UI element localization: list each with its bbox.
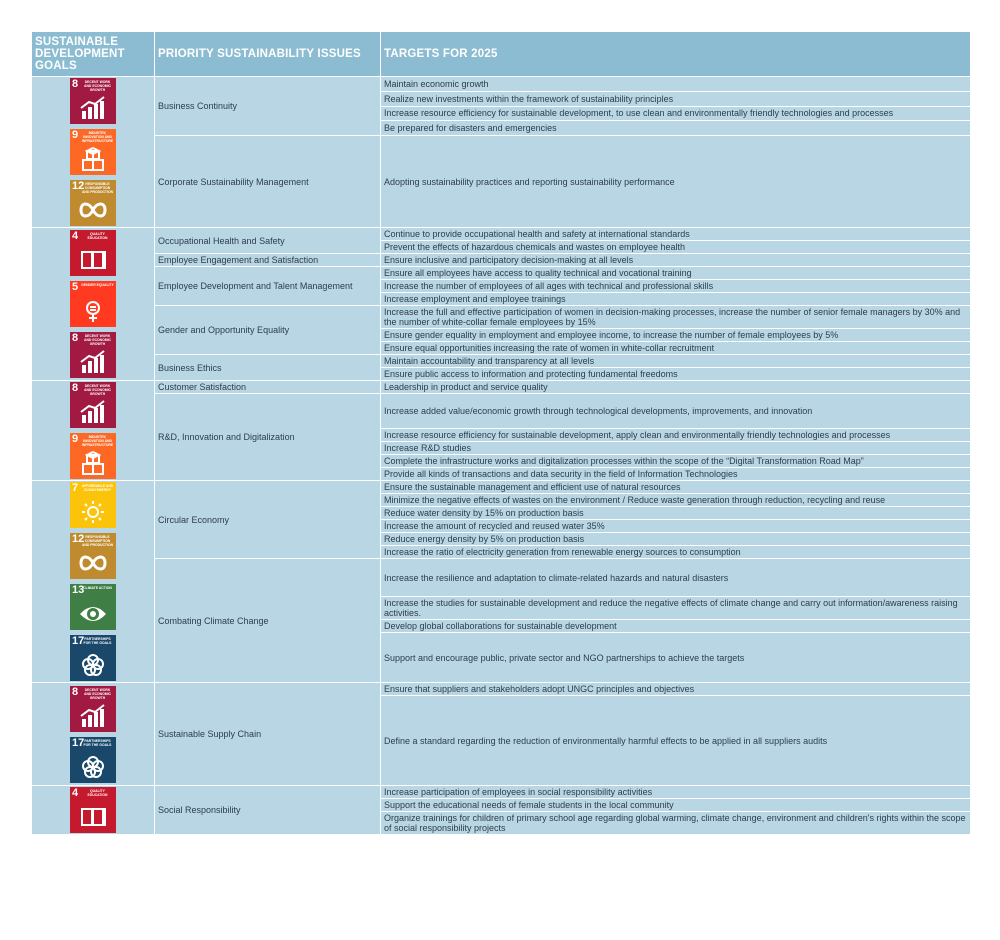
sdg-number: 4 <box>72 787 79 799</box>
target-item: Increase participation of employees in social responsibility activities <box>381 786 971 799</box>
table-row <box>32 306 971 329</box>
target-item: Ensure all employees have access to quality technical and vocational training <box>381 267 971 280</box>
target-item: Develop global collaborations for sustainable development <box>381 620 971 633</box>
target-item: Increase the studies for sustainable development and reduce the negative effects of climate change and carry out information/awareness raising activities. <box>381 597 971 620</box>
target-item: Increase R&D studies <box>381 442 971 455</box>
sdg-number: 8 <box>72 332 79 344</box>
priority-issue: Social Responsibility <box>155 786 381 835</box>
sdg-title: PARTNERSHIPS FOR THE GOALS <box>83 738 112 747</box>
sdg-goal-4-tile <box>70 787 116 833</box>
sdg-goal-8-tile <box>70 382 116 428</box>
priority-issue: Business Continuity <box>155 77 381 136</box>
target-item: Minimize the negative effects of wastes on the environment / Reduce waste generation through reduction, recycling and reuse <box>381 494 971 507</box>
sdg-goal-9-tile <box>70 433 116 479</box>
target-item: Organize trainings for children of primary school age regarding global warming, climate change, environment and children's rights within the scope of social responsibility projects <box>381 812 971 835</box>
target-item: Be prepared for disasters and emergencies <box>381 121 971 136</box>
sdg-title: RESPONSIBLE CONSUMPTION AND PRODUCTION <box>81 535 114 547</box>
table-row <box>32 77 971 92</box>
target-item: Ensure that suppliers and stakeholders adopt UNGC principles and objectives <box>381 683 971 696</box>
sdg-goal-17-tile <box>70 635 116 681</box>
sdg-icons-cell <box>32 381 155 481</box>
sdg-icons-cell <box>32 228 155 381</box>
table-row <box>32 228 971 241</box>
table-row <box>32 786 971 799</box>
target-item: Realize new investments within the framework of sustainability principles <box>381 91 971 106</box>
sdg-number: 8 <box>72 382 79 394</box>
target-item: Complete the infrastructure works and digitalization processes within the scope of the “Digital Transformation Road Map” <box>381 455 971 468</box>
growth-chart-icon <box>79 96 107 120</box>
flower-rings-icon <box>79 653 107 677</box>
sdg-goal-8-tile <box>70 686 116 732</box>
sdg-number: 8 <box>72 78 79 90</box>
infinity-icon <box>79 551 107 575</box>
flower-rings-icon <box>79 755 107 779</box>
sdg-number: 17 <box>72 736 85 749</box>
target-item: Provide all kinds of transactions and data security in the field of Information Technologies <box>381 468 971 481</box>
table-row <box>32 136 971 228</box>
target-item: Increase resource efficiency for sustainable development, to use clean and environmentally friendly technologies and processes <box>381 106 971 121</box>
sdg-number: 7 <box>72 482 79 494</box>
sdg-goal-8-tile <box>70 78 116 124</box>
sdg-number: 5 <box>72 281 79 293</box>
target-item: Maintain accountability and transparency at all levels <box>381 355 971 368</box>
target-item: Support the educational needs of female students in the local community <box>381 799 971 812</box>
target-item: Ensure equal opportunities increasing the rate of women in white-collar recruitment <box>381 342 971 355</box>
priority-issue: R&D, Innovation and Digitalization <box>155 394 381 481</box>
priority-issue: Employee Engagement and Satisfaction <box>155 254 381 267</box>
sdg-title: PARTNERSHIPS FOR THE GOALS <box>83 637 112 645</box>
sdg-title: GENDER EQUALITY <box>81 283 114 287</box>
table-row <box>32 381 971 394</box>
table-row <box>32 267 971 280</box>
target-item: Ensure public access to information and protecting fundamental freedoms <box>381 368 971 381</box>
sdg-goal-5-tile <box>70 281 116 327</box>
target-item: Increase the number of employees of all ages with technical and professional skills <box>381 280 971 293</box>
target-item: Increase resource efficiency for sustainable development, apply clean and environmentally friendly technologies and processes <box>381 429 971 442</box>
sdg-icons-cell <box>32 683 155 786</box>
priority-issue: Combating Climate Change <box>155 559 381 683</box>
sdg-goal-4-tile <box>70 230 116 276</box>
target-item: Ensure gender equality in employment and employee income, to increase the number of female employees by 5% <box>381 329 971 342</box>
sdg-number: 9 <box>72 433 79 445</box>
target-item: Reduce water density by 15% on production basis <box>381 507 971 520</box>
sun-icon <box>79 500 107 524</box>
target-item: Ensure the sustainable management and efficient use of natural resources <box>381 481 971 494</box>
header-goals: SUSTAINABLE DEVELOPMENT GOALS <box>32 32 155 77</box>
target-item: Increase the resilience and adaptation to climate-related hazards and natural disasters <box>381 559 971 597</box>
target-item: Reduce energy density by 5% on production basis <box>381 533 971 546</box>
table-row <box>32 355 971 368</box>
infinity-icon <box>79 198 107 222</box>
sdg-number: 12 <box>72 533 85 545</box>
table-row <box>32 254 971 267</box>
target-item: Prevent the effects of hazardous chemicals and wastes on employee health <box>381 241 971 254</box>
priority-issue: Customer Satisfaction <box>155 381 381 394</box>
target-item: Increase the full and effective participation of women in decision-making processes, increase the number of senior female managers by 30% and the number of white-collar female employees by 15% <box>381 306 971 329</box>
priority-issue: Sustainable Supply Chain <box>155 683 381 786</box>
sdg-title: AFFORDABLE AND CLEAN ENERGY <box>81 484 114 492</box>
target-item: Ensure inclusive and participatory decision-making at all levels <box>381 254 971 267</box>
sdg-icons-cell <box>32 481 155 683</box>
table-row <box>32 683 971 696</box>
priority-issue: Gender and Opportunity Equality <box>155 306 381 355</box>
sdg-number: 4 <box>72 230 79 242</box>
sdg-goal-17-tile <box>70 737 116 783</box>
priority-issue: Corporate Sustainability Management <box>155 136 381 228</box>
sdg-number: 17 <box>72 635 85 647</box>
target-item: Leadership in product and service quality <box>381 381 971 394</box>
target-item: Increase employment and employee trainings <box>381 293 971 306</box>
priority-issue: Circular Economy <box>155 481 381 559</box>
target-item: Support and encourage public, private sector and NGO partnerships to achieve the targets <box>381 633 971 683</box>
sdg-title: CLIMATE ACTION <box>83 586 112 590</box>
priority-issue: Occupational Health and Safety <box>155 228 381 254</box>
sdg-title: RESPONSIBLE CONSUMPTION AND PRODUCTION <box>81 182 114 194</box>
sdg-goal-12-tile <box>70 533 116 579</box>
growth-chart-icon <box>79 400 107 424</box>
sdg-number: 8 <box>72 685 79 698</box>
sdg-title: QUALITY EDUCATION <box>87 789 108 797</box>
growth-chart-icon <box>79 704 107 728</box>
book-icon <box>79 805 107 829</box>
sustainability-goals-table <box>31 31 971 835</box>
target-item: Increase added value/economic growth through technological developments, improvements, and innovation <box>381 394 971 429</box>
sdg-icons-cell <box>32 77 155 228</box>
sdg-title: DECENT WORK AND ECONOMIC GROWTH <box>84 334 111 346</box>
sdg-title: DECENT WORK AND ECONOMIC GROWTH <box>84 384 111 396</box>
sdg-goal-13-tile <box>70 584 116 630</box>
sdg-title: QUALITY EDUCATION <box>87 232 108 240</box>
cubes-icon <box>79 451 107 475</box>
growth-chart-icon <box>79 350 107 374</box>
sdg-number: 12 <box>72 180 85 192</box>
sdg-title: DECENT WORK AND ECONOMIC GROWTH <box>84 80 111 92</box>
sdg-title: INDUSTRY, INNOVATION AND INFRASTRUCTURE <box>81 131 114 143</box>
target-item: Define a standard regarding the reduction of environmentally harmful effects to be applied in all suppliers audits <box>381 696 971 786</box>
priority-issue: Employee Development and Talent Management <box>155 267 381 306</box>
table-row <box>32 394 971 429</box>
sdg-icons-cell <box>32 786 155 835</box>
book-icon <box>79 248 107 272</box>
table-row <box>32 559 971 597</box>
target-item: Continue to provide occupational health and safety at international standards <box>381 228 971 241</box>
target-item: İncrease the amount of recycled and reused water 35% <box>381 520 971 533</box>
target-item: Adopting sustainability practices and reporting sustainability performance <box>381 136 971 228</box>
target-item: Maintain economic growth <box>381 77 971 92</box>
eye-globe-icon <box>79 602 107 626</box>
table-row <box>32 481 971 494</box>
target-item: Increase the ratio of electricity generation from renewable energy sources to consumption <box>381 546 971 559</box>
sdg-number: 9 <box>72 129 79 141</box>
sdg-goal-12-tile <box>70 180 116 226</box>
header-issues: PRIORITY SUSTAINABILITY ISSUES <box>155 32 381 77</box>
sdg-goal-9-tile <box>70 129 116 175</box>
table-header-row <box>32 32 971 77</box>
priority-issue: Business Ethics <box>155 355 381 381</box>
sdg-goal-8-tile <box>70 332 116 378</box>
sdg-title: INDUSTRY, INNOVATION AND INFRASTRUCTURE <box>81 435 114 447</box>
sdg-number: 13 <box>72 584 85 596</box>
gender-icon <box>79 299 107 323</box>
sdg-goal-7-tile <box>70 482 116 528</box>
sdg-title: DECENT WORK AND ECONOMIC GROWTH <box>84 687 111 700</box>
header-targets: TARGETS FOR 2025 <box>381 32 971 77</box>
cubes-icon <box>79 147 107 171</box>
